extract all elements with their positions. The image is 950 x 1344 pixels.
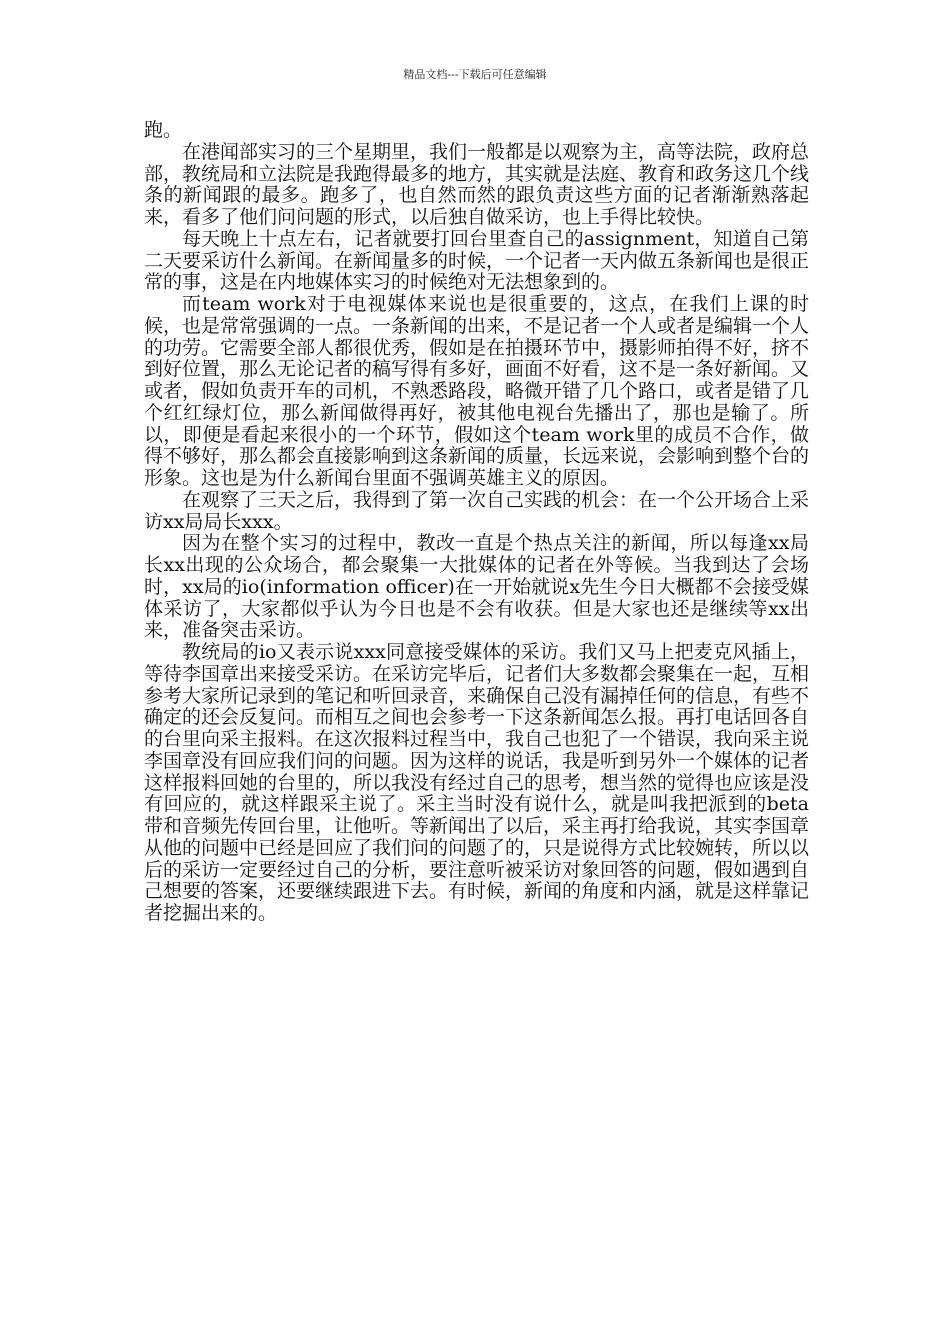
paragraph: 因为在整个实习的过程中，教改一直是个热点关注的新闻，所以每逢xx局长xx出现的公众场合，都会聚集一大批媒体的记者在外等候。当我到达了会场时，xx局的io(information officer)在一开始就说x先生今日大概都不会接受媒体采访了，大家都似乎认为今日也是不会有收获。但是大家也还是继续等xx出来，准备突击采访。 <box>144 532 809 642</box>
paragraph: 而team work对于电视媒体来说也是很重要的，这点，在我们上课的时候，也是常常强调的一点。一条新闻的出来，不是记者一个人或者是编辑一个人的功劳。它需要全部人都很优秀，假如是在拍摄环节中，摄影师拍得不好，挤不到好位置，那么无论记者的稿写得有多好，画面不好看，这不是一条好新闻。又或者，假如负责开车的司机，不熟悉路段，略微开错了几个路口，或者是错了几个红红绿灯位，那么新闻做得再好，被其他电视台先播出了，那也是输了。所以，即便是看起来很小的一个环节，假如这个team work里的成员不合作，做得不够好，那么都会直接影响到这条新闻的质量，长远来说，会影响到整个台的形象。这也是为什么新闻台里面不强调英雄主义的原因。 <box>144 293 810 489</box>
paragraph: 每天晚上十点左右，记者就要打回台里查自己的assignment，知道自己第二天要采访什么新闻。在新闻量多的时候，一个记者一天内做五条新闻也是很正常的事，这是在内地媒体实习的时候绝对无法想象到的。 <box>144 227 810 294</box>
paragraph: 在观察了三天之后，我得到了第一次自己实践的机会：在一个公开场合上采访xx局局长xxx。 <box>144 488 810 533</box>
body-text <box>144 120 809 925</box>
paragraph: 跑。 <box>144 119 183 141</box>
page-header: 精品文档---下载后可任意编辑 <box>403 68 547 81</box>
paragraph: 在港闻部实习的三个星期里，我们一般都是以观察为主，高等法院，政府总部，教统局和立法院是我跑得最多的地方，其实就是法庭、教育和政务这几个线条的新闻跟的最多。跑多了，也自然而然的跟负责这些方面的记者渐渐熟落起来，看多了他们问问题的形式，以后独自做采访，也上手得比较快。 <box>144 140 810 228</box>
paragraph: 教统局的io又表示说xxx同意接受媒体的采访。我们又马上把麦克风插上，等待李国章出来接受采访。在采访完毕后，记者们大多数都会聚集在一起，互相参考大家所记录到的笔记和听回录音，来确保自己没有漏掉任何的信息，有些不确定的还会反复问。而相互之间也会参考一下这条新闻怎么报。再打电话回各自的台里向采主报料。在这次报料过程当中，我自己也犯了一个错误，我向采主说李国章没有回应我们问的问题。因为这样的说话，我是听到另外一个媒体的记者这样报料回她的台里的，所以我没有经过自己的思考，想当然的觉得也应该是没有回应的，就这样跟采主说了。采主当时没有说什么，就是叫我把派到的beta带和音频先传回台里，让他听。等新闻出了以后，采主再打给我说，其实李国章从他的问题中已经是回应了我们问的问题了的，只是说得方式比较婉转，所以以后的采访一定要经过自己的分析，要注意听被采访对象回答的问题，假如遇到自己想要的答案，还要继续跟进下去。有时候，新闻的角度和内涵，就是这样靠记者挖掘出来的。 <box>144 641 810 924</box>
